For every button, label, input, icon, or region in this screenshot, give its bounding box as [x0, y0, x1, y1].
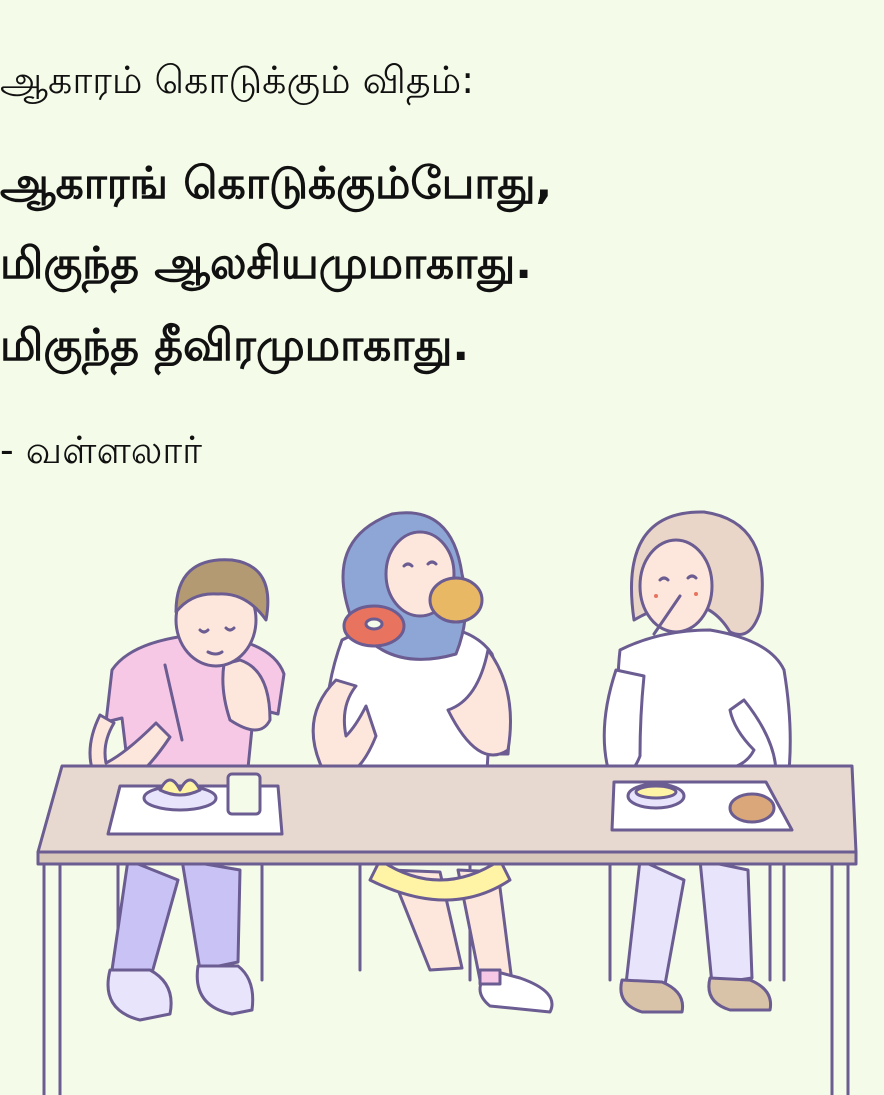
- quote-line-2: மிகுந்த ஆலசியமுமாகாது.: [0, 238, 532, 289]
- author-attribution: - வள்ளலார்: [0, 428, 202, 472]
- people-eating-illustration: [0, 500, 884, 1095]
- girl-figure: [313, 513, 552, 1012]
- quote-line-1: ஆகாரங் கொடுக்கும்போது,: [0, 158, 553, 209]
- quote-line-3: மிகுந்த தீவிரமுமாகாது.: [0, 320, 470, 371]
- tray-right: [612, 782, 792, 830]
- woman-figure: [604, 512, 790, 1012]
- subtitle: ஆகாரம் கொடுக்கும் விதம்:: [0, 58, 475, 102]
